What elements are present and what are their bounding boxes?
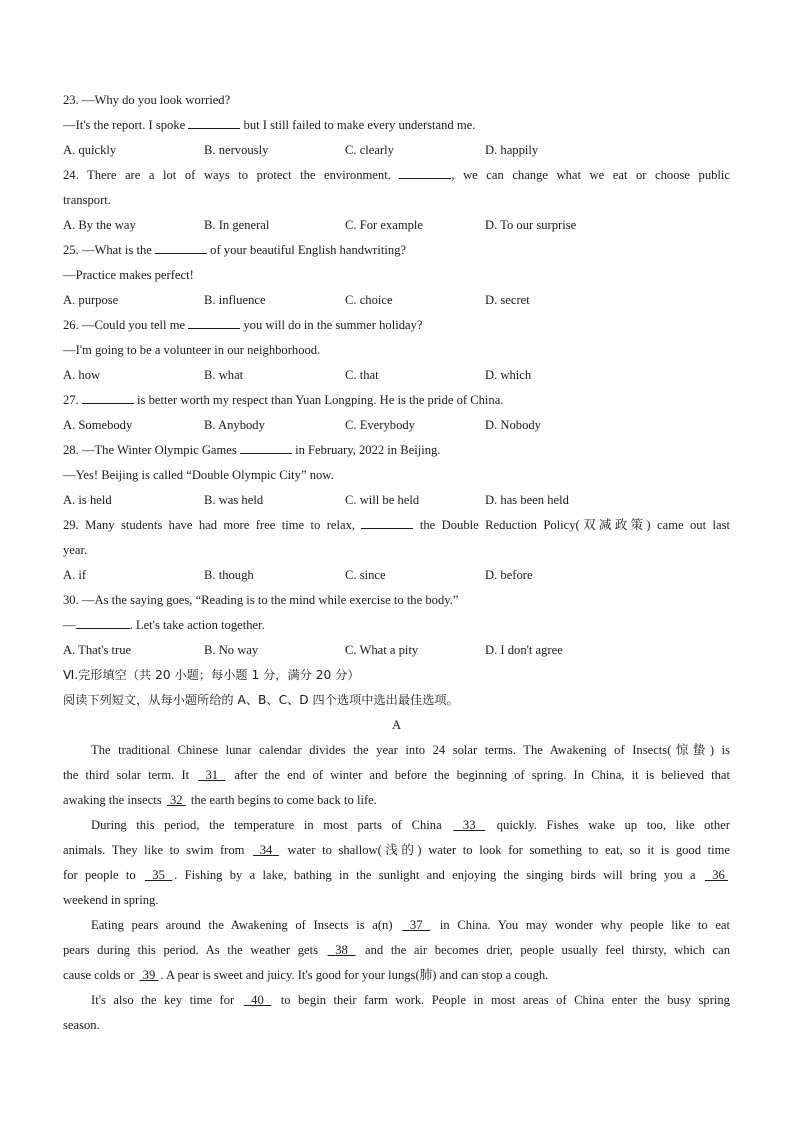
option-d: D. before (485, 568, 533, 582)
option-c: C. that (345, 368, 379, 382)
q30-options (63, 638, 730, 663)
answer-blank (76, 615, 130, 629)
option-d: D. I don't agree (485, 643, 563, 657)
q24-stem: 24. There are a lot of ways to protect the environment. , we can change what we eat or choose public (63, 163, 730, 188)
option-b: B. nervously (204, 143, 269, 157)
q23-options (63, 138, 730, 163)
option-a: A. purpose (63, 293, 119, 307)
passage-p4-line1: It's also the key time for 40 to begin their farm work. People in most areas of China enter the busy spring (91, 993, 730, 1007)
exam-page (63, 88, 730, 1038)
cloze-blank-40: 40 (251, 993, 264, 1007)
option-a: A. is held (63, 493, 112, 507)
option-a: A. quickly (63, 143, 117, 157)
q26-reply: —I'm going to be a volunteer in our neighborhood. (63, 343, 321, 357)
cloze-blank-35: 35 (152, 868, 165, 882)
option-d: D. Nobody (485, 418, 541, 432)
q30-reply: — . Let's take action together. (63, 613, 730, 638)
q28-stem: 28. —The Winter Olympic Games in February, 2022 in Beijing. (63, 438, 730, 463)
q29-stem-cont: year. (63, 543, 88, 557)
q25-options (63, 288, 730, 313)
cloze-blank-38: 38 (335, 943, 348, 957)
option-b: B. Anybody (204, 418, 265, 432)
passage-p1-line2: the third solar term. It 31 after the end of winter and before the beginning of spring. In China, it is believed that (63, 768, 730, 782)
option-d: D. secret (485, 293, 530, 307)
q23-reply: —It's the report. I spoke but I still failed to make every understand me. (63, 113, 730, 138)
q29-options (63, 563, 730, 588)
answer-blank (188, 315, 240, 329)
option-c: C. What a pity (345, 643, 419, 657)
section-instruction: 阅读下列短文，从每小题所给的 A、B、C、D 四个选项中选出最佳选项。 (63, 693, 459, 707)
q24-options (63, 213, 730, 238)
q29-stem: 29. Many students have had more free time to relax, the Double Reduction Policy(双减政策) came out last (63, 513, 730, 538)
passage-p1-line1: The traditional Chinese lunar calendar divides the year into 24 solar terms. The Awakening of Insects(惊蛰) is (91, 743, 730, 757)
q23-stem: 23. —Why do you look worried? (63, 93, 231, 107)
option-b: B. though (204, 568, 254, 582)
answer-blank (188, 115, 240, 129)
cloze-blank-39: 39 (142, 968, 156, 982)
answer-blank (82, 390, 134, 404)
passage-p2-line1: During this period, the temperature in most parts of China 33 quickly. Fishes wake up too, like other (91, 818, 730, 832)
section-title: Ⅵ.完形填空（共 20 小题；每小题 1 分，满分 20 分） (63, 668, 360, 682)
q26-options (63, 363, 730, 388)
option-c: C. since (345, 568, 386, 582)
option-a: A. That's true (63, 643, 132, 657)
passage-p2-line2: animals. They like to swim from 34 water to shallow(浅的) water to look for something to eat, so it is good time (63, 843, 730, 857)
answer-blank (155, 240, 207, 254)
q26-stem: 26. —Could you tell me you will do in the summer holiday? (63, 313, 730, 338)
answer-blank (399, 165, 451, 179)
q28-reply: —Yes! Beijing is called “Double Olympic City” now. (63, 468, 334, 482)
option-a: A. By the way (63, 218, 136, 232)
q25-stem: 25. —What is the of your beautiful English handwriting? (63, 238, 730, 263)
option-c: C. choice (345, 293, 393, 307)
answer-blank (240, 440, 292, 454)
option-c: C. For example (345, 218, 423, 232)
option-a: A. how (63, 368, 101, 382)
passage-p3-line2: pears during this period. As the weather gets 38 and the air becomes drier, people usually feel thirsty, which can (63, 943, 730, 957)
option-b: B. was held (204, 493, 264, 507)
passage-p2-line3: for people to 35 . Fishing by a lake, bathing in the sunlight and enjoying the singing birds will bring you a 36 (63, 863, 730, 888)
passage-p1-line3: awaking the insects 32 the earth begins to come back to life. (63, 793, 377, 807)
option-a: A. if (63, 568, 87, 582)
q28-options (63, 488, 730, 513)
option-d: D. has been held (485, 493, 569, 507)
cloze-blank-32: 32 (169, 793, 183, 807)
answer-blank (361, 515, 413, 529)
q25-reply: —Practice makes perfect! (63, 268, 194, 282)
option-c: C. clearly (345, 143, 394, 157)
option-d: D. happily (485, 143, 539, 157)
option-b: B. No way (204, 643, 259, 657)
cloze-blank-33: 33 (462, 818, 476, 832)
cloze-blank-37: 37 (409, 918, 423, 932)
option-b: B. In general (204, 218, 270, 232)
passage-p3-line3: cause colds or 39 . A pear is sweet and juicy. It's good for your lungs(肺) and can stop a cough. (63, 968, 549, 982)
q24-stem-cont: transport. (63, 193, 111, 207)
option-b: B. what (204, 368, 244, 382)
option-a: A. Somebody (63, 418, 133, 432)
option-b: B. influence (204, 293, 266, 307)
passage-p3-line1: Eating pears around the Awakening of Insects is a(n) 37 in China. You may wonder why people like to eat (91, 918, 730, 932)
q27-options (63, 413, 730, 438)
passage-p2-line4: weekend in spring. (63, 893, 159, 907)
q30-stem: 30. —As the saying goes, “Reading is to the mind while exercise to the body.” (63, 593, 459, 607)
q27-stem: 27. is better worth my respect than Yuan Longping. He is the pride of China. (63, 388, 730, 413)
passage-p4-line2: season. (63, 1018, 100, 1032)
passage-label: A (391, 718, 402, 732)
cloze-blank-34: 34 (259, 843, 273, 857)
cloze-blank-36: 36 (712, 868, 725, 882)
cloze-blank-31: 31 (205, 768, 219, 782)
option-d: D. which (485, 368, 532, 382)
option-d: D. To our surprise (485, 218, 577, 232)
option-c: C. Everybody (345, 418, 415, 432)
option-c: C. will be held (345, 493, 420, 507)
